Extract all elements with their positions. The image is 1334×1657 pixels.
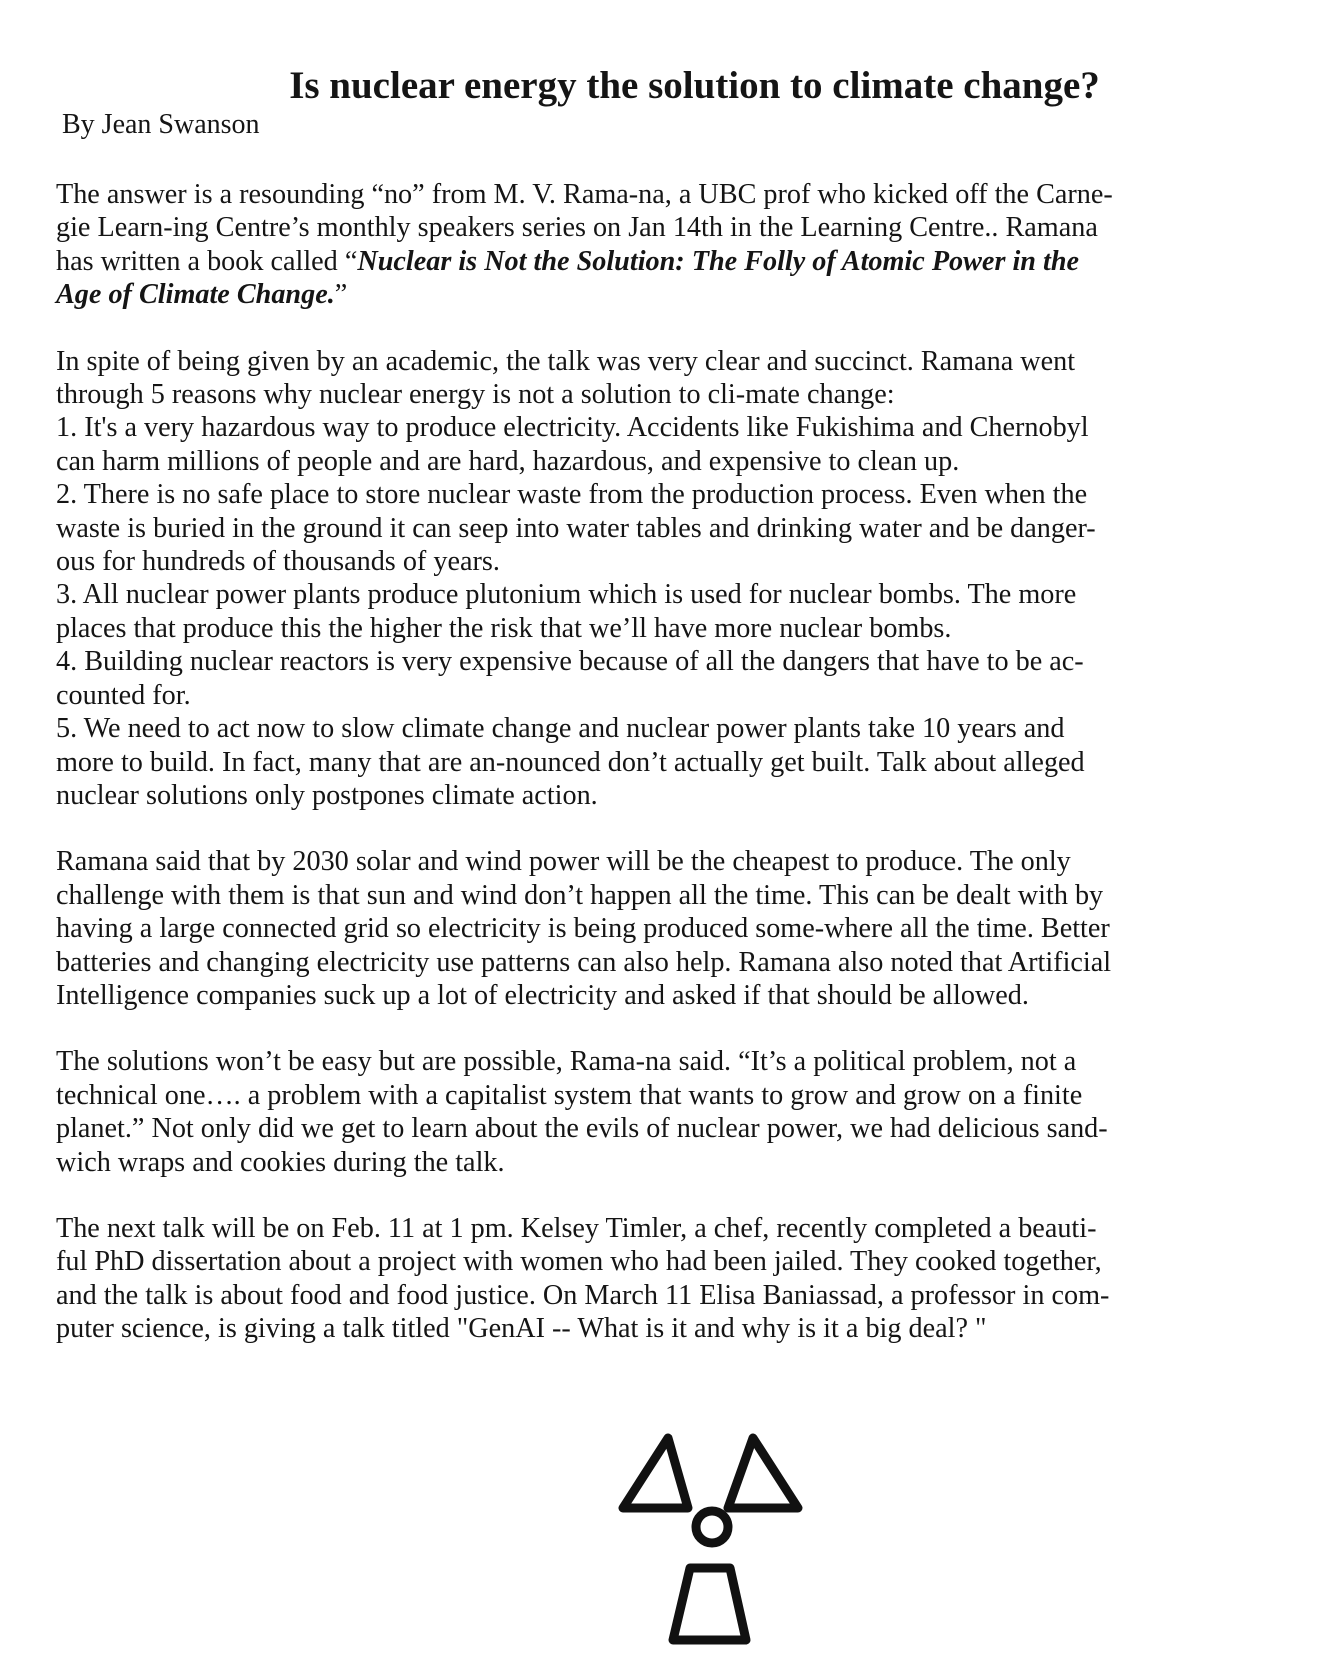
text-line: wich wraps and cookies during the talk. [56, 1146, 505, 1178]
solar-wind-paragraph [56, 845, 1302, 1012]
text-fragment: ” [334, 279, 348, 311]
next-talk-paragraph [56, 1212, 1302, 1346]
text-line: ful PhD dissertation about a project with women who had been jailed. They cooked together, [56, 1246, 1102, 1278]
text-line: In spite of being given by an academic, the talk was very clear and succinct. Ramana went [56, 345, 1076, 377]
text-line: counted for. [56, 679, 191, 711]
article-byline: By Jean Swanson [62, 109, 260, 140]
text-line: can harm millions of people and are hard, hazardous, and expensive to clean up. [56, 445, 960, 477]
text-line: The answer is a resounding “no” from M. V. Rama-na, a UBC prof who kicked off the Carne- [56, 179, 1113, 210]
text-line: puter science, is giving a talk titled "GenAI -- What is it and why is it a big deal? " [56, 1313, 987, 1345]
text-line: challenge with them is that sun and wind don’t happen all the time. This can be dealt with by [56, 879, 1104, 911]
text-line: batteries and changing electricity use patterns can also help. Ramana also noted that Artificial [56, 946, 1112, 978]
reason-item: 3. All nuclear power plants produce plutonium which is used for nuclear bombs. The more [56, 579, 1077, 611]
solutions-paragraph [56, 1045, 1302, 1179]
text-line: places that produce this the higher the risk that we’ll have more nuclear bombs. [56, 612, 952, 644]
article-body [56, 178, 1302, 1379]
text-line: and the talk is about food and food justice. On March 11 Elisa Baniassad, a professor in com- [56, 1279, 1110, 1311]
reason-item: 5. We need to act now to slow climate change and nuclear power plants take 10 years and [56, 713, 1065, 745]
text-fragment: has written a book called “ [56, 245, 358, 277]
text-line: waste is buried in the ground it can seep into water tables and drinking water and be danger- [56, 512, 1096, 544]
reason-item: 2. There is no safe place to store nuclear waste from the production process. Even when the [56, 479, 1088, 511]
text-line: Ramana said that by 2030 solar and wind power will be the cheapest to produce. The only [56, 846, 1071, 878]
text-line: The solutions won’t be easy but are possible, Rama-na said. “It’s a political problem, not a [56, 1046, 1077, 1078]
text-line: gie Learn-ing Centre’s monthly speakers series on Jan 14th in the Learning Centre.. Ramana [56, 212, 1098, 244]
trefoil-blade-right [728, 1438, 798, 1508]
text-line: having a large connected grid so electricity is being produced some-where all the time. Better [56, 913, 1110, 945]
trefoil-blade-left [623, 1438, 688, 1508]
text-line: technical one…. a problem with a capitalist system that wants to grow and grow on a finite [56, 1079, 1083, 1111]
article-title: Is nuclear energy the solution to climate change? [289, 64, 1100, 107]
trefoil-blade-bottom [673, 1568, 746, 1640]
book-title: Nuclear is Not the Solution: The Folly of Atomic Power in the [357, 245, 1080, 277]
text-line: ous for hundreds of thousands of years. [56, 546, 500, 578]
book-title: Age of Climate Change. [56, 279, 335, 311]
text-line: The next talk will be on Feb. 11 at 1 pm. Kelsey Timler, a chef, recently completed a beauti- [56, 1212, 1097, 1244]
text-line: more to build. In fact, many that are an-nounced don’t actually get built. Talk about alleged [56, 746, 1085, 778]
text-line: through 5 reasons why nuclear energy is not a solution to cli-mate change: [56, 379, 895, 411]
text-line: planet.” Not only did we get to learn about the evils of nuclear power, we had delicious sand- [56, 1113, 1108, 1145]
text-line: Intelligence companies suck up a lot of electricity and asked if that should be allowed. [56, 979, 1029, 1011]
radiation-trefoil-icon [618, 1428, 838, 1648]
text-line: nuclear solutions only postpones climate action. [56, 779, 598, 811]
reason-item: 1. It's a very hazardous way to produce electricity. Accidents like Fukishima and Chernobyl [56, 412, 1089, 444]
reasons-paragraph [56, 345, 1302, 813]
text-line [56, 245, 1302, 278]
text-line [56, 278, 1302, 311]
trefoil-center [696, 1511, 728, 1543]
intro-paragraph [56, 178, 1302, 312]
reason-item: 4. Building nuclear reactors is very expensive because of all the dangers that have to be ac- [56, 646, 1084, 678]
